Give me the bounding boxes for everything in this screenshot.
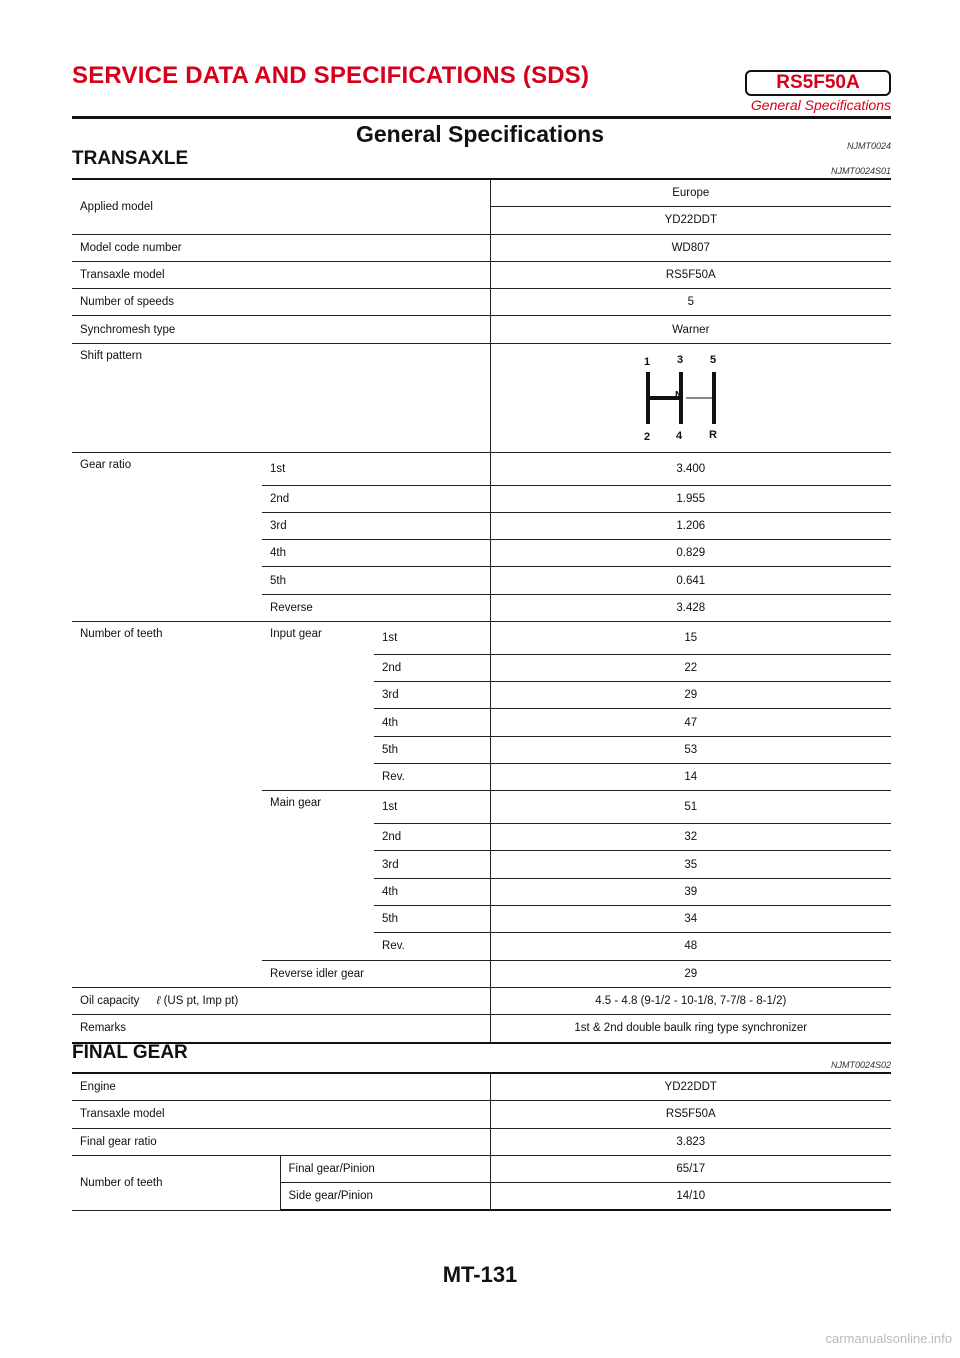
gear-name: 1st [262,452,490,485]
teeth-value: 53 [490,736,891,763]
remarks-value: 1st & 2nd double baulk ring type synchronizer [490,1015,891,1043]
table-row [72,1101,891,1128]
table-row [72,824,891,851]
gear-name: 3rd [374,682,490,709]
table-row [72,289,891,316]
applied-model-engine: YD22DDT [490,207,891,234]
transaxle-title: TRANSAXLE [72,148,189,169]
row-value: 65/17 [490,1155,891,1182]
shift-reverse: R [708,428,717,441]
watermark: carmanualsonline.info [825,1331,952,1346]
shift-neutral: N [674,389,682,401]
oil-capacity-value: 4.5 - 4.8 (9-1/2 - 10-1/8, 7-7/8 - 8-1/2) [490,987,891,1014]
gear-name: 4th [374,878,490,905]
row-label: Transaxle model [72,261,490,288]
teeth-value: 39 [490,878,891,905]
applied-model-label: Applied model [72,180,490,234]
row-label: Model code number [72,234,490,261]
final-teeth-label: Number of teeth [72,1155,280,1210]
input-gear-label: Input gear [270,628,322,641]
gear-name: 2nd [374,654,490,681]
table-row [72,933,891,960]
table-row [72,180,891,207]
row-label: Final gear/Pinion [280,1155,490,1182]
row-value: Warner [490,316,891,343]
table-row [72,261,891,288]
gear-name: 5th [374,736,490,763]
model-badge: RS5F50A [745,70,891,96]
section-header-title: SERVICE DATA AND SPECIFICATIONS (SDS) [72,62,590,89]
teeth-value: 51 [490,791,891,824]
applied-model-region: Europe [490,180,891,207]
gear-name: 4th [374,709,490,736]
table-row [72,512,891,539]
transaxle-code: NJMT0024S01 [830,166,891,176]
teeth-value: 14 [490,764,891,791]
table-row [72,485,891,512]
gear-ratio-label: Gear ratio [80,458,132,471]
shift-gear-3: 3 [676,353,683,366]
row-label: Engine [72,1074,490,1101]
shift-gear-1: 1 [643,355,650,368]
oil-capacity-unit: (US pt, Imp pt) [163,995,239,1008]
reverse-idler-label: Reverse idler gear [262,960,490,987]
table-row [72,452,891,485]
table-row [72,567,891,594]
table-row [72,234,891,261]
row-value: 14/10 [490,1183,891,1211]
shift-gear-5: 5 [709,353,716,366]
table-row [72,316,891,343]
gear-ratio-value: 1.206 [490,512,891,539]
final-gear-table [72,1074,891,1211]
main-gear-label: Main gear [270,797,322,810]
row-label: Synchromesh type [72,316,490,343]
table-row [72,709,891,736]
page-code: NJMT0024 [846,141,891,151]
gear-ratio-value: 3.400 [490,452,891,485]
row-label: Side gear/Pinion [280,1183,490,1211]
row-value: WD807 [490,234,891,261]
gear-ratio-value: 0.829 [490,540,891,567]
gear-name: Rev. [374,764,490,791]
table-row [72,654,891,681]
remarks-label: Remarks [72,1015,490,1043]
gear-name: 5th [262,567,490,594]
gear-ratio-value: 0.641 [490,567,891,594]
gear-name: 1st [374,791,490,824]
gear-name: Reverse [262,594,490,621]
teeth-value: 22 [490,654,891,681]
table-row [72,1128,891,1155]
row-label: Final gear ratio [72,1128,490,1155]
page-title: General Specifications [356,121,604,147]
gear-name: 3rd [374,851,490,878]
shift-pattern-cell [490,343,891,452]
gear-name: 3rd [262,512,490,539]
shift-pattern-label: Shift pattern [72,343,490,452]
row-value: 3.823 [490,1128,891,1155]
shift-gear-4: 4 [675,429,682,442]
row-value: RS5F50A [490,261,891,288]
row-label: Transaxle model [72,1101,490,1128]
row-value: 5 [490,289,891,316]
teeth-value: 34 [490,906,891,933]
shift-pattern-diagram [631,350,751,446]
gear-ratio-value: 1.955 [490,485,891,512]
table-row [72,791,891,824]
final-gear-code: NJMT0024S02 [830,1060,891,1070]
table-row [72,851,891,878]
teeth-value: 15 [490,622,891,655]
gear-name: Rev. [374,933,490,960]
teeth-label: Number of teeth [80,628,163,641]
table-row [72,682,891,709]
table-row [72,960,891,987]
table-row [72,594,891,621]
header-subtitle: General Specifications [750,97,891,113]
table-row [72,1015,891,1043]
final-gear-title: FINAL GEAR [72,1042,188,1063]
header-rule [72,116,891,119]
gear-name: 2nd [262,485,490,512]
row-value: YD22DDT [490,1074,891,1101]
teeth-value: 32 [490,824,891,851]
teeth-value: 35 [490,851,891,878]
reverse-idler-value: 29 [490,960,891,987]
shift-gear-2: 2 [643,430,650,443]
gear-name: 2nd [374,824,490,851]
table-row [72,1155,891,1182]
table-row [72,540,891,567]
oil-capacity-label: Oil capacity [80,995,140,1008]
table-row [72,987,891,1014]
teeth-value: 47 [490,709,891,736]
table-row [72,343,891,452]
table-row [72,764,891,791]
transaxle-table [72,180,891,1044]
gear-name: 5th [374,906,490,933]
table-row [72,736,891,763]
table-row [72,906,891,933]
table-row [72,878,891,905]
teeth-value: 48 [490,933,891,960]
liter-unit-symbol: ℓ [156,995,161,1008]
table-row [72,1074,891,1101]
table-row [72,622,891,655]
gear-ratio-value: 3.428 [490,594,891,621]
teeth-value: 29 [490,682,891,709]
row-value: RS5F50A [490,1101,891,1128]
page-number: MT-131 [442,1262,518,1287]
gear-name: 4th [262,540,490,567]
oil-capacity-label-cell [72,987,490,1014]
gear-name: 1st [374,622,490,655]
row-label: Number of speeds [72,289,490,316]
